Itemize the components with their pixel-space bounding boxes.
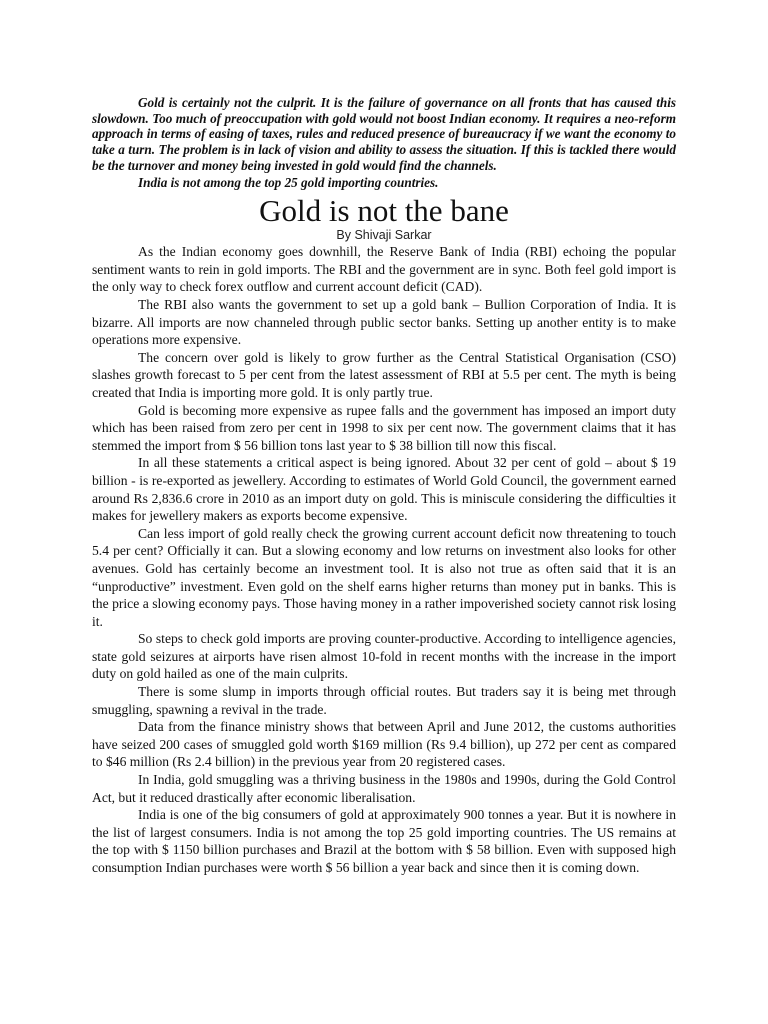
article-paragraph: The RBI also wants the government to set up a gold bank – Bullion Corporation of India. It is bizarre. All imports are now channeled through public sector banks. Setting up another entity is to make operations more expensive.	[92, 297, 676, 348]
editorial-intro	[92, 95, 676, 190]
article-paragraph: In all these statements a critical aspect is being ignored. About 32 per cent of gold – about $ 19 billion - is re-exported as jewellery. According to estimates of World Gold Council, the government earned around Rs 2,836.6 crore in 2010 as an import duty on gold. This is miniscule considering the difficulties it makes for jewellery makers as exports become expensive.	[92, 455, 676, 524]
article-paragraph: Gold is becoming more expensive as rupee falls and the government has imposed an import duty which has been raised from zero per cent in 1998 to six per cent now. The government claims that it has stemmed the import from $ 56 billion tons last year to $ 38 billion till now this fiscal.	[92, 402, 676, 453]
article-paragraph: India is one of the big consumers of gold at approximately 900 tonnes a year. But it is nowhere in the list of largest consumers. India is not among the top 25 gold importing countries. The US remains at the top with $ 1150 billion purchases and Brazil at the bottom with $ 58 billion. Even with supposed high consumption Indian purchases were worth $ 56 billion a year back and since then it is coming down.	[92, 807, 676, 875]
article-paragraph: As the Indian economy goes downhill, the Reserve Bank of India (RBI) echoing the popular sentiment wants to rein in gold imports. The RBI and the government are in sync. Both feel gold import is the only way to check forex outflow and current account deficit (CAD).	[92, 244, 676, 295]
intro-highlight: India is not among the top 25 gold importing countries.	[138, 174, 439, 190]
article-paragraph: There is some slump in imports through official routes. But traders say it is being met through smuggling, spawning a revival in the trade.	[92, 684, 676, 717]
article-body	[92, 243, 676, 876]
article-paragraph: Can less import of gold really check the growing current account deficit now threatening to touch 5.4 per cent? Officially it can. But a slowing economy and low returns on investment also looks for other avenues. Gold has certainly become an investment tool. It is also not true as often said that it is an “unproductive” investment. Even gold on the shelf earns higher returns than money put in banks. This is the price a slowing economy pays. Those having money in a rather impoverished society cannot risk losing it.	[92, 525, 676, 629]
document-page	[92, 95, 676, 877]
article-paragraph: Data from the finance ministry shows that between April and June 2012, the customs authorities have seized 200 cases of smuggled gold worth $169 million (Rs 9.4 billion), up 272 per cent as compared to $46 million (Rs 2.4 billion) in the previous year from 20 registered cases.	[92, 719, 676, 770]
article-paragraph: The concern over gold is likely to grow further as the Central Statistical Organisation (CSO) slashes growth forecast to 5 per cent from the latest assessment of RBI at 5.5 per cent. The myth is being created that India is importing more gold. It is only partly true.	[92, 349, 676, 400]
intro-paragraph: Gold is certainly not the culprit. It is the failure of governance on all fronts that has caused this slowdown. Too much of preoccupation with gold would not boost Indian economy. It requires a neo-reform approach in terms of easing of taxes, rules and reduced presence of bureaucracy if we want the economy to take a turn. The problem is in lack of vision and ability to assess the situation. If this is tackled there would be the turnover and money being invested in gold would find the channels.	[92, 95, 676, 173]
article-paragraph: So steps to check gold imports are proving counter-productive. According to intelligence agencies, state gold seizures at airports have risen almost 10-fold in recent months with the increase in the import duty on gold hailed as one of the main culprits.	[92, 631, 676, 682]
article-title: Gold is not the bane	[259, 193, 509, 229]
article-paragraph: In India, gold smuggling was a thriving business in the 1980s and 1990s, during the Gold Control Act, but it reduced drastically after economic liberalisation.	[92, 772, 676, 805]
article-byline: By Shivaji Sarkar	[336, 228, 432, 243]
